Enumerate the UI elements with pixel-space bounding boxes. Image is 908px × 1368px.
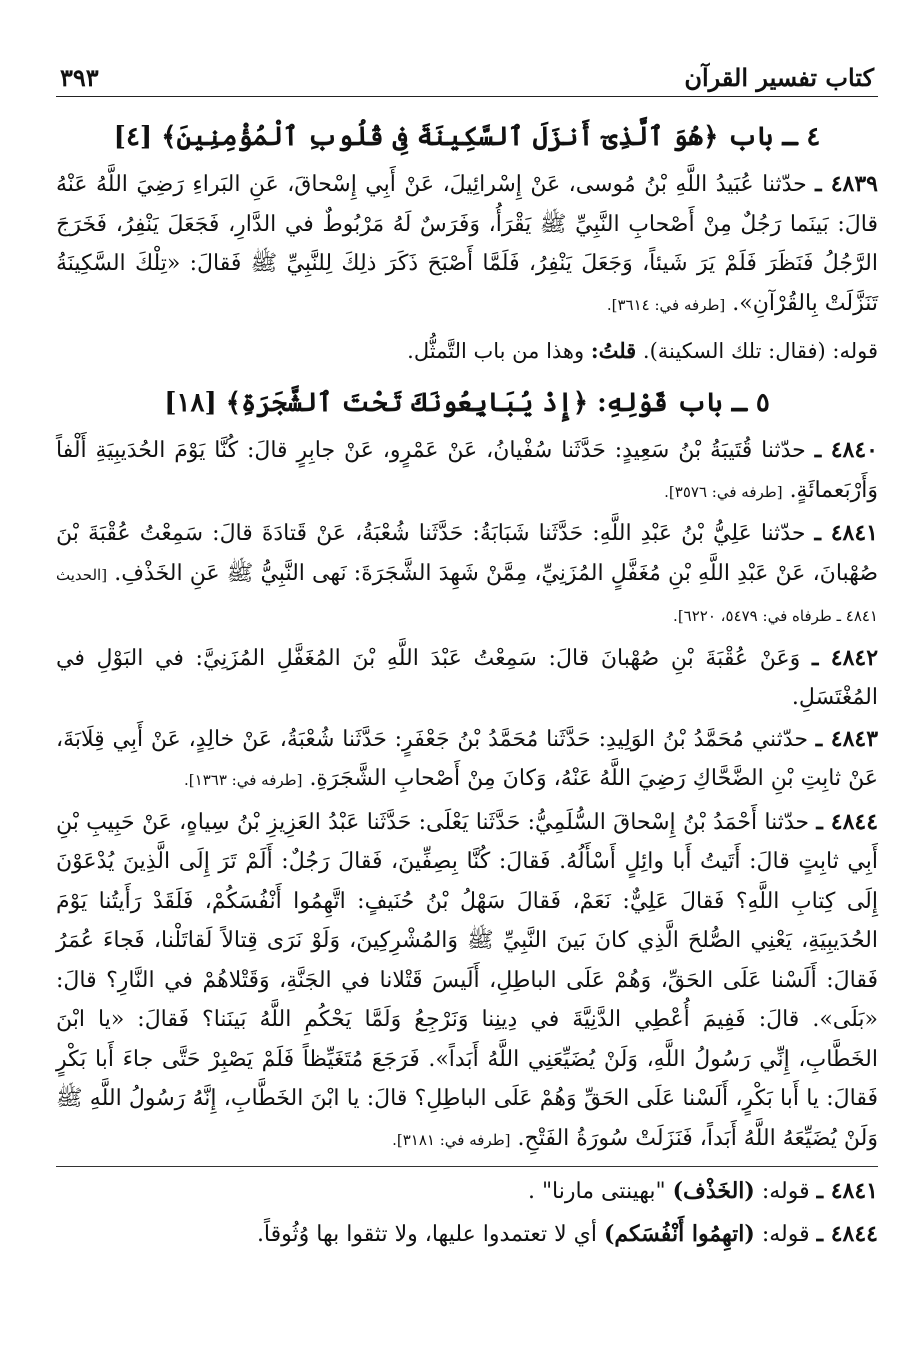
footnote-number: ٤٨٤١ ـ: [816, 1178, 878, 1204]
hadith-4839: [56, 165, 878, 325]
hadith-4843: [56, 720, 878, 801]
hadith-reference: [طرفه في: ١٣٦٣].: [184, 771, 303, 789]
hadith-number: ٤٨٣٩ ـ: [815, 171, 878, 197]
hadith-4844: [56, 803, 878, 1161]
hadith-number: ٤٨٤١ ـ: [814, 520, 878, 546]
footnote-text: أي لا تعتمدوا عليها، ولا تثقوا بها وُثُوقاً.: [256, 1222, 597, 1247]
hadith-text: حدّثني مُحَمَّدُ بْنُ الوَلِيدِ: حَدَّثَنا مُحَمَّدُ بْنُ جَعْفَرٍ: حَدَّثَنا شُعْبَةُ، عَنْ خالِدٍ، عَنْ أَبِي قِلَابَةَ، عَنْ ثابِتِ بْنِ الضَّحَّاكِ رَضِيَ اللَّهُ عَنْهُ، وَكانَ مِنْ أَصْحابِ الشَّجَرَةِ.: [56, 726, 878, 791]
footnote-4844: [56, 1214, 878, 1255]
page-content: [56, 97, 878, 1255]
hadith-number: ٤٨٤٢ ـ: [811, 644, 879, 671]
footnote-term: (الخَذْف): [672, 1178, 755, 1204]
footnote-lead: قوله:: [761, 1222, 810, 1247]
footnote-4841: [56, 1171, 878, 1212]
hadith-number: ٤٨٤٠ ـ: [814, 437, 878, 463]
note-lead: قوله: (فقال: تلك السكينة).: [642, 339, 878, 363]
hadith-text: حدّثنا أَحْمَدُ بْنُ إِسْحاقَ السُّلَمِيُّ: حَدَّثَنا يَعْلَى: حَدَّثَنا عَبْدُ العَزِيزِ بْنُ سِياهٍ، عَنْ حَبِيبِ بْنِ أَبِي ثابِتٍ قالَ: أَتَيتُ أَبا وائِلٍ أَسْأَلُهُ. فَقالَ: كُنَّا بِصِفِّينَ، فَقالَ رَجُلٌ: أَلَمْ تَرَ إِلَى الَّذِينَ يُدْعَوْنَ إِلَى كِتابِ اللَّهِ؟ فَقالَ عَلِيٌّ: نَعَمْ، فَقالَ سَهْلُ بْنُ حُنَيفٍ: اتَّهِمُوا أَنْفُسَكُمْ، فَلَقَدْ رَأَيتُنا يَوْمَ الحُدَيبِيَةِ، يَعْنِي الصُّلحَ الَّذِي كانَ بَينَ النَّبِيِّ ﷺ وَالمُشْرِكِينَ، وَلَوْ نَرَى قِتالاً لَقاتَلْنا، فَجاءَ عُمَرُ فَقالَ: أَلَسْنا عَلَى الحَقِّ، وَهُمْ عَلَى الباطِلِ، أَلَيسَ قَتْلانا في الجَنَّةِ، وَقَتْلاهُمْ في النَّارِ؟ قالَ: «بَلَى». قالَ: فَفِيمَ أُعْطِي الدَّنِيَّةَ في دِينِنا وَنَرْجِعُ وَلَمَّا يَحْكُمِ اللَّهُ بَينَنا؟ فَقالَ: «يا ابْنَ الخَطَّابِ، إِنِّي رَسُولُ اللَّهِ، وَلَنْ يُضَيِّعَنِي اللَّهُ أَبَداً». فَرَجَعَ مُتَغَيِّظاً فَلَمْ يَصْبِرْ حَتَّى جاءَ أَبا بَكْرٍ فَقالَ: يا أَبا بَكْرٍ، أَلَسْنا عَلَى الحَقِّ وَهُمْ عَلَى الباطِلِ؟ قالَ: يا ابْنَ الخَطَّابِ، إِنَّهُ رَسُولُ اللَّهِ ﷺ وَلَنْ يُضَيِّعَهُ اللَّهُ أَبَداً، فَنَزَلَتْ سُورَةُ الفَتْحِ.: [56, 809, 878, 1151]
page-number: ٣٩٣: [60, 63, 99, 92]
hadith-number: ٤٨٤٤ ـ: [816, 808, 879, 835]
hadith-text: حدّثنا قُتَيبَةُ بْنُ سَعِيدٍ: حَدَّثَنا سُفْيانُ، عَنْ عَمْرٍو، عَنْ جابِرٍ قالَ: كُنَّا يَوْمَ الحُدَيبِيَةِ أَلْفاً وَأَرْبَعمائَةٍ.: [56, 438, 878, 503]
chapter-heading-4: ٤ ـ باب ﴿هُوَ ٱلَّذِىٓ أَنزَلَ ٱلسَّكِينَةَ فِى قُلُوبِ ٱلْمُؤْمِنِينَ﴾ [٤]: [113, 122, 821, 152]
note-text: وهذا من باب التَّمثُّل.: [407, 339, 585, 363]
hadith-4840: [56, 431, 878, 512]
note-mark: قلتُ:: [590, 338, 637, 363]
hadith-reference: [طرفه في: ٣١٨١].: [392, 1130, 511, 1149]
hadith-reference: [طرفه في: ٣٥٧٦].: [664, 482, 783, 501]
hadith-number: ٤٨٤٣ ـ: [815, 725, 879, 752]
footnote-divider: [56, 1166, 878, 1167]
hadith-text: حدّثنا عُبَيدُ اللَّهِ بْنُ مُوسى، عَنْ إِسْرائِيلَ، عَنْ أَبِي إِسْحاقَ، عَنِ البَراءِ رَضِيَ اللَّهُ عَنْهُ قالَ: بَينَما رَجُلٌ مِنْ أَصْحابِ النَّبِيِّ ﷺ يَقْرَأُ، وَفَرَسٌ لَهُ مَرْبُوطٌ في الدَّارِ، فَجَعَلَ يَنْفِرُ، فَخَرَجَ الرَّجُلُ فَنَظَرَ فَلَمْ يَرَ شَيئاً، وَجَعَلَ يَنْفِرُ، فَلَمَّا أَصْبَحَ ذَكَرَ ذلِكَ لِلنَّبِيِّ ﷺ فَقالَ: «تِلْكَ السَّكِينَةُ تَنَزَّلَتْ بِالقُرْآنِ».: [56, 172, 878, 316]
footnote-term: (اتهِمُوا أَنْفُسَكم): [603, 1221, 755, 1247]
hadith-text: حدّثنا عَلِيُّ بْنُ عَبْدِ اللَّهِ: حَدَّثَنا شَبَابَةُ: حَدَّثَنا شُعْبَةُ، عَنْ قَتادَةَ قالَ: سَمِعْتُ عُقْبَةَ بْنَ صُهْبانَ، عَنْ عَبْدِ اللَّهِ بْنِ مُغَفَّلٍ المُزَنِيِّ، مِمَّنْ شَهِدَ الشَّجَرَةَ: نَهى النَّبِيُّ ﷺ عَنِ الخَذْفِ.: [56, 521, 878, 586]
book-title: كتاب تفسير القرآن: [684, 63, 874, 92]
footnote-text: "بهينتى مارنا" .: [527, 1179, 666, 1204]
hadith-reference: [طرفه في: ٣٦١٤].: [606, 295, 726, 314]
hadith-text: وَعَنْ عُقْبَةَ بْنِ صُهْبانَ قالَ: سَمِعْتُ عَبْدَ اللَّهِ بْنَ المُغَفَّلِ المُزَنِيَّ: في البَوْلِ في المُغْتَسَلِ.: [56, 645, 878, 710]
commentary-note: [56, 331, 878, 371]
hadith-reference: [الحديث ٤٨٤١ ـ طرفاه في: ٥٤٧٩، ٦٢٢٠].: [56, 565, 878, 625]
page-header: [56, 52, 878, 97]
footnote-number: ٤٨٤٤ ـ: [816, 1221, 878, 1247]
hadith-4841: [56, 514, 878, 637]
chapter-heading-5: ٥ ـ باب قَوْلِهِ: ﴿إِذْ يُبَايِعُونَكَ تَحْتَ ٱلشَّجَرَةِ﴾ [١٨]: [164, 388, 770, 418]
footnote-lead: قوله:: [761, 1179, 810, 1204]
hadith-4842: [56, 639, 878, 718]
